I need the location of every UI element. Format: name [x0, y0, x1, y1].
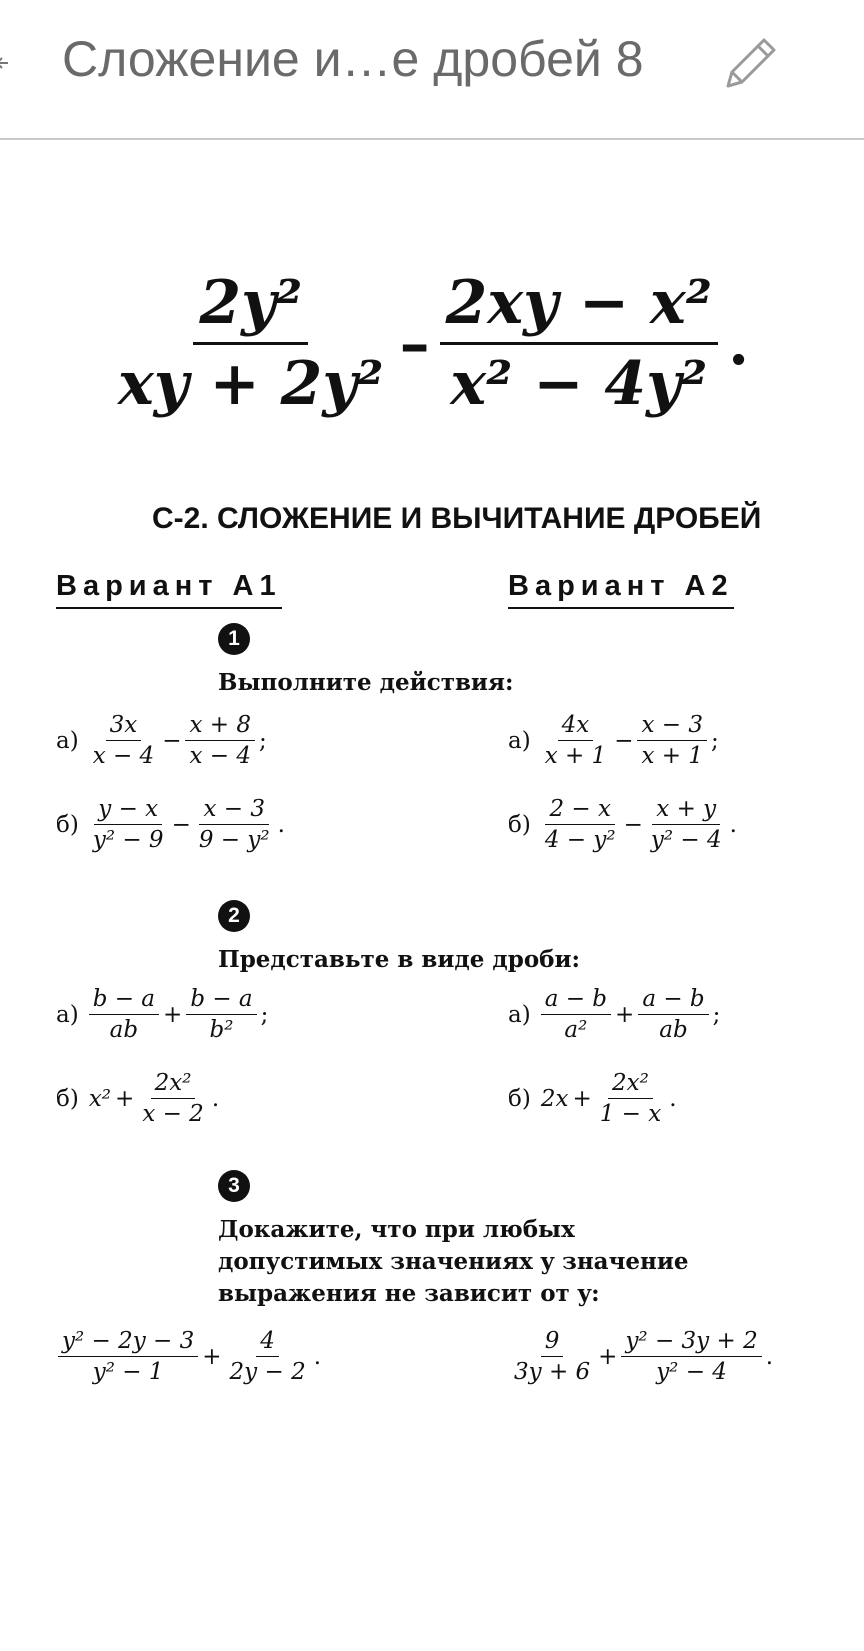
denominator: y² − 9: [92, 827, 164, 853]
denominator: xy + 2y²: [118, 349, 384, 419]
operator: −: [171, 811, 191, 838]
task-instruction: Представьте в виде дроби:: [218, 946, 581, 973]
operator: −: [623, 811, 643, 838]
fraction: [89, 712, 159, 769]
numerator: 2 − x: [545, 796, 615, 825]
denominator: y² − 4: [656, 1359, 727, 1385]
exercise-3-variant-a1: [58, 1328, 325, 1385]
terminator: ;: [260, 1001, 269, 1028]
terminator: ;: [710, 727, 719, 754]
fraction: [89, 796, 168, 853]
exercise-3-variant-a2: [510, 1328, 777, 1385]
denominator: x − 2: [142, 1101, 204, 1127]
exercise-label: а): [508, 1001, 531, 1028]
denominator: y² − 1: [92, 1359, 164, 1385]
operator: +: [598, 1343, 618, 1370]
numerator: x − 3: [199, 796, 269, 825]
terminator: ;: [258, 727, 267, 754]
numerator: 2xy − x²: [440, 268, 718, 345]
numerator: b − a: [186, 986, 256, 1015]
term: 2x: [540, 1085, 569, 1112]
numerator: 9: [541, 1328, 564, 1357]
numerator: x + y: [652, 796, 720, 825]
fraction: [58, 1328, 198, 1385]
task-number-badge: 3: [218, 1170, 250, 1202]
fraction: [638, 986, 708, 1043]
denominator: b²: [209, 1017, 234, 1043]
exercise-2a-variant-a2: [508, 986, 724, 1043]
top-expression: [112, 268, 759, 419]
denominator: x − 4: [92, 743, 155, 769]
numerator: x + 8: [185, 712, 255, 741]
denominator: ab: [109, 1017, 139, 1043]
numerator: 2x²: [151, 1070, 196, 1099]
fraction: [541, 712, 611, 769]
fraction: [112, 268, 390, 419]
numerator: y − x: [94, 796, 162, 825]
numerator: x − 3: [637, 712, 707, 741]
fraction: [647, 796, 726, 853]
fraction: [195, 796, 274, 853]
denominator: x + 1: [641, 743, 703, 769]
document-title: Сложение и…е дробей 8: [62, 31, 644, 87]
task-instruction: Выполните действия:: [218, 669, 514, 696]
task-number-badge: 2: [218, 900, 250, 932]
instruction-line: выражения не зависит от y:: [218, 1280, 600, 1307]
fraction: [185, 712, 255, 769]
exercise-label: а): [508, 727, 531, 754]
operator: –: [399, 308, 430, 379]
exercise-label: б): [508, 811, 531, 838]
back-arrow-icon[interactable]: [0, 56, 10, 70]
exercise-1b-variant-a1: [56, 796, 289, 853]
exercise-label: б): [508, 1085, 531, 1112]
denominator: y² − 4: [650, 827, 722, 853]
exercise-2b-variant-a1: [56, 1070, 223, 1127]
fraction: [541, 796, 620, 853]
terminator: .: [313, 1343, 322, 1370]
numerator: a − b: [541, 986, 611, 1015]
fraction: [510, 1328, 594, 1385]
variant-a1-heading: Вариант А1: [56, 570, 282, 609]
operator: +: [572, 1085, 592, 1112]
operator: +: [202, 1343, 222, 1370]
instruction-line: Докажите, что при любых: [218, 1216, 575, 1243]
denominator: a²: [564, 1017, 588, 1043]
numerator: 3x: [106, 712, 142, 741]
denominator: x² − 4y²: [450, 349, 708, 419]
terminator: .: [277, 811, 285, 838]
terminator: .: [669, 1085, 677, 1112]
numerator: 2y²: [193, 268, 308, 345]
app-header: [0, 0, 864, 140]
exercise-label: б): [56, 811, 79, 838]
denominator: 4 − y²: [544, 827, 616, 853]
denominator: 9 − y²: [198, 827, 270, 853]
exercise-label: а): [56, 727, 79, 754]
exercise-1a-variant-a2: [508, 712, 723, 769]
numerator: y² − 2y − 3: [58, 1328, 198, 1357]
fraction: [440, 268, 718, 419]
numerator: a − b: [638, 986, 708, 1015]
exercise-label: а): [56, 1001, 79, 1028]
terminator: .: [765, 1343, 774, 1370]
fraction: [226, 1328, 310, 1385]
operator: −: [162, 727, 182, 754]
denominator: 3y + 6: [514, 1359, 591, 1385]
fraction: [637, 712, 707, 769]
section-title: С-2. СЛОЖЕНИЕ И ВЫЧИТАНИЕ ДРОБЕЙ: [152, 502, 762, 535]
exercise-2b-variant-a2: [508, 1070, 681, 1127]
variant-a2-heading: Вариант А2: [508, 570, 734, 609]
task-instruction: [218, 1214, 689, 1310]
exercise-label: б): [56, 1085, 79, 1112]
exercise-1a-variant-a1: [56, 712, 271, 769]
fraction: [138, 1070, 208, 1127]
period: .: [728, 308, 749, 379]
task-number-badge: 1: [218, 623, 250, 655]
term: x²: [88, 1085, 112, 1112]
instruction-line: допустимых значениях y значение: [218, 1248, 689, 1275]
fraction: [621, 1328, 761, 1385]
terminator: .: [211, 1085, 220, 1112]
denominator: x + 1: [544, 743, 607, 769]
numerator: b − a: [89, 986, 159, 1015]
fraction: [89, 986, 159, 1043]
denominator: x − 4: [189, 743, 251, 769]
numerator: y² − 3y + 2: [621, 1328, 761, 1357]
numerator: 4: [256, 1328, 279, 1357]
fraction: [541, 986, 611, 1043]
numerator: 2x²: [608, 1070, 653, 1099]
fraction: [186, 986, 256, 1043]
terminator: ;: [712, 1001, 721, 1028]
operator: +: [615, 1001, 635, 1028]
operator: −: [614, 727, 634, 754]
exercise-1b-variant-a2: [508, 796, 741, 853]
denominator: 2y − 2: [229, 1359, 306, 1385]
denominator: 1 − x: [599, 1101, 662, 1127]
operator: +: [163, 1001, 183, 1028]
fraction: [596, 1070, 666, 1127]
numerator: 4x: [558, 712, 594, 741]
exercise-2a-variant-a1: [56, 986, 272, 1043]
denominator: ab: [659, 1017, 688, 1043]
operator: +: [115, 1085, 135, 1112]
pencil-icon[interactable]: [718, 30, 782, 94]
terminator: .: [729, 811, 737, 838]
